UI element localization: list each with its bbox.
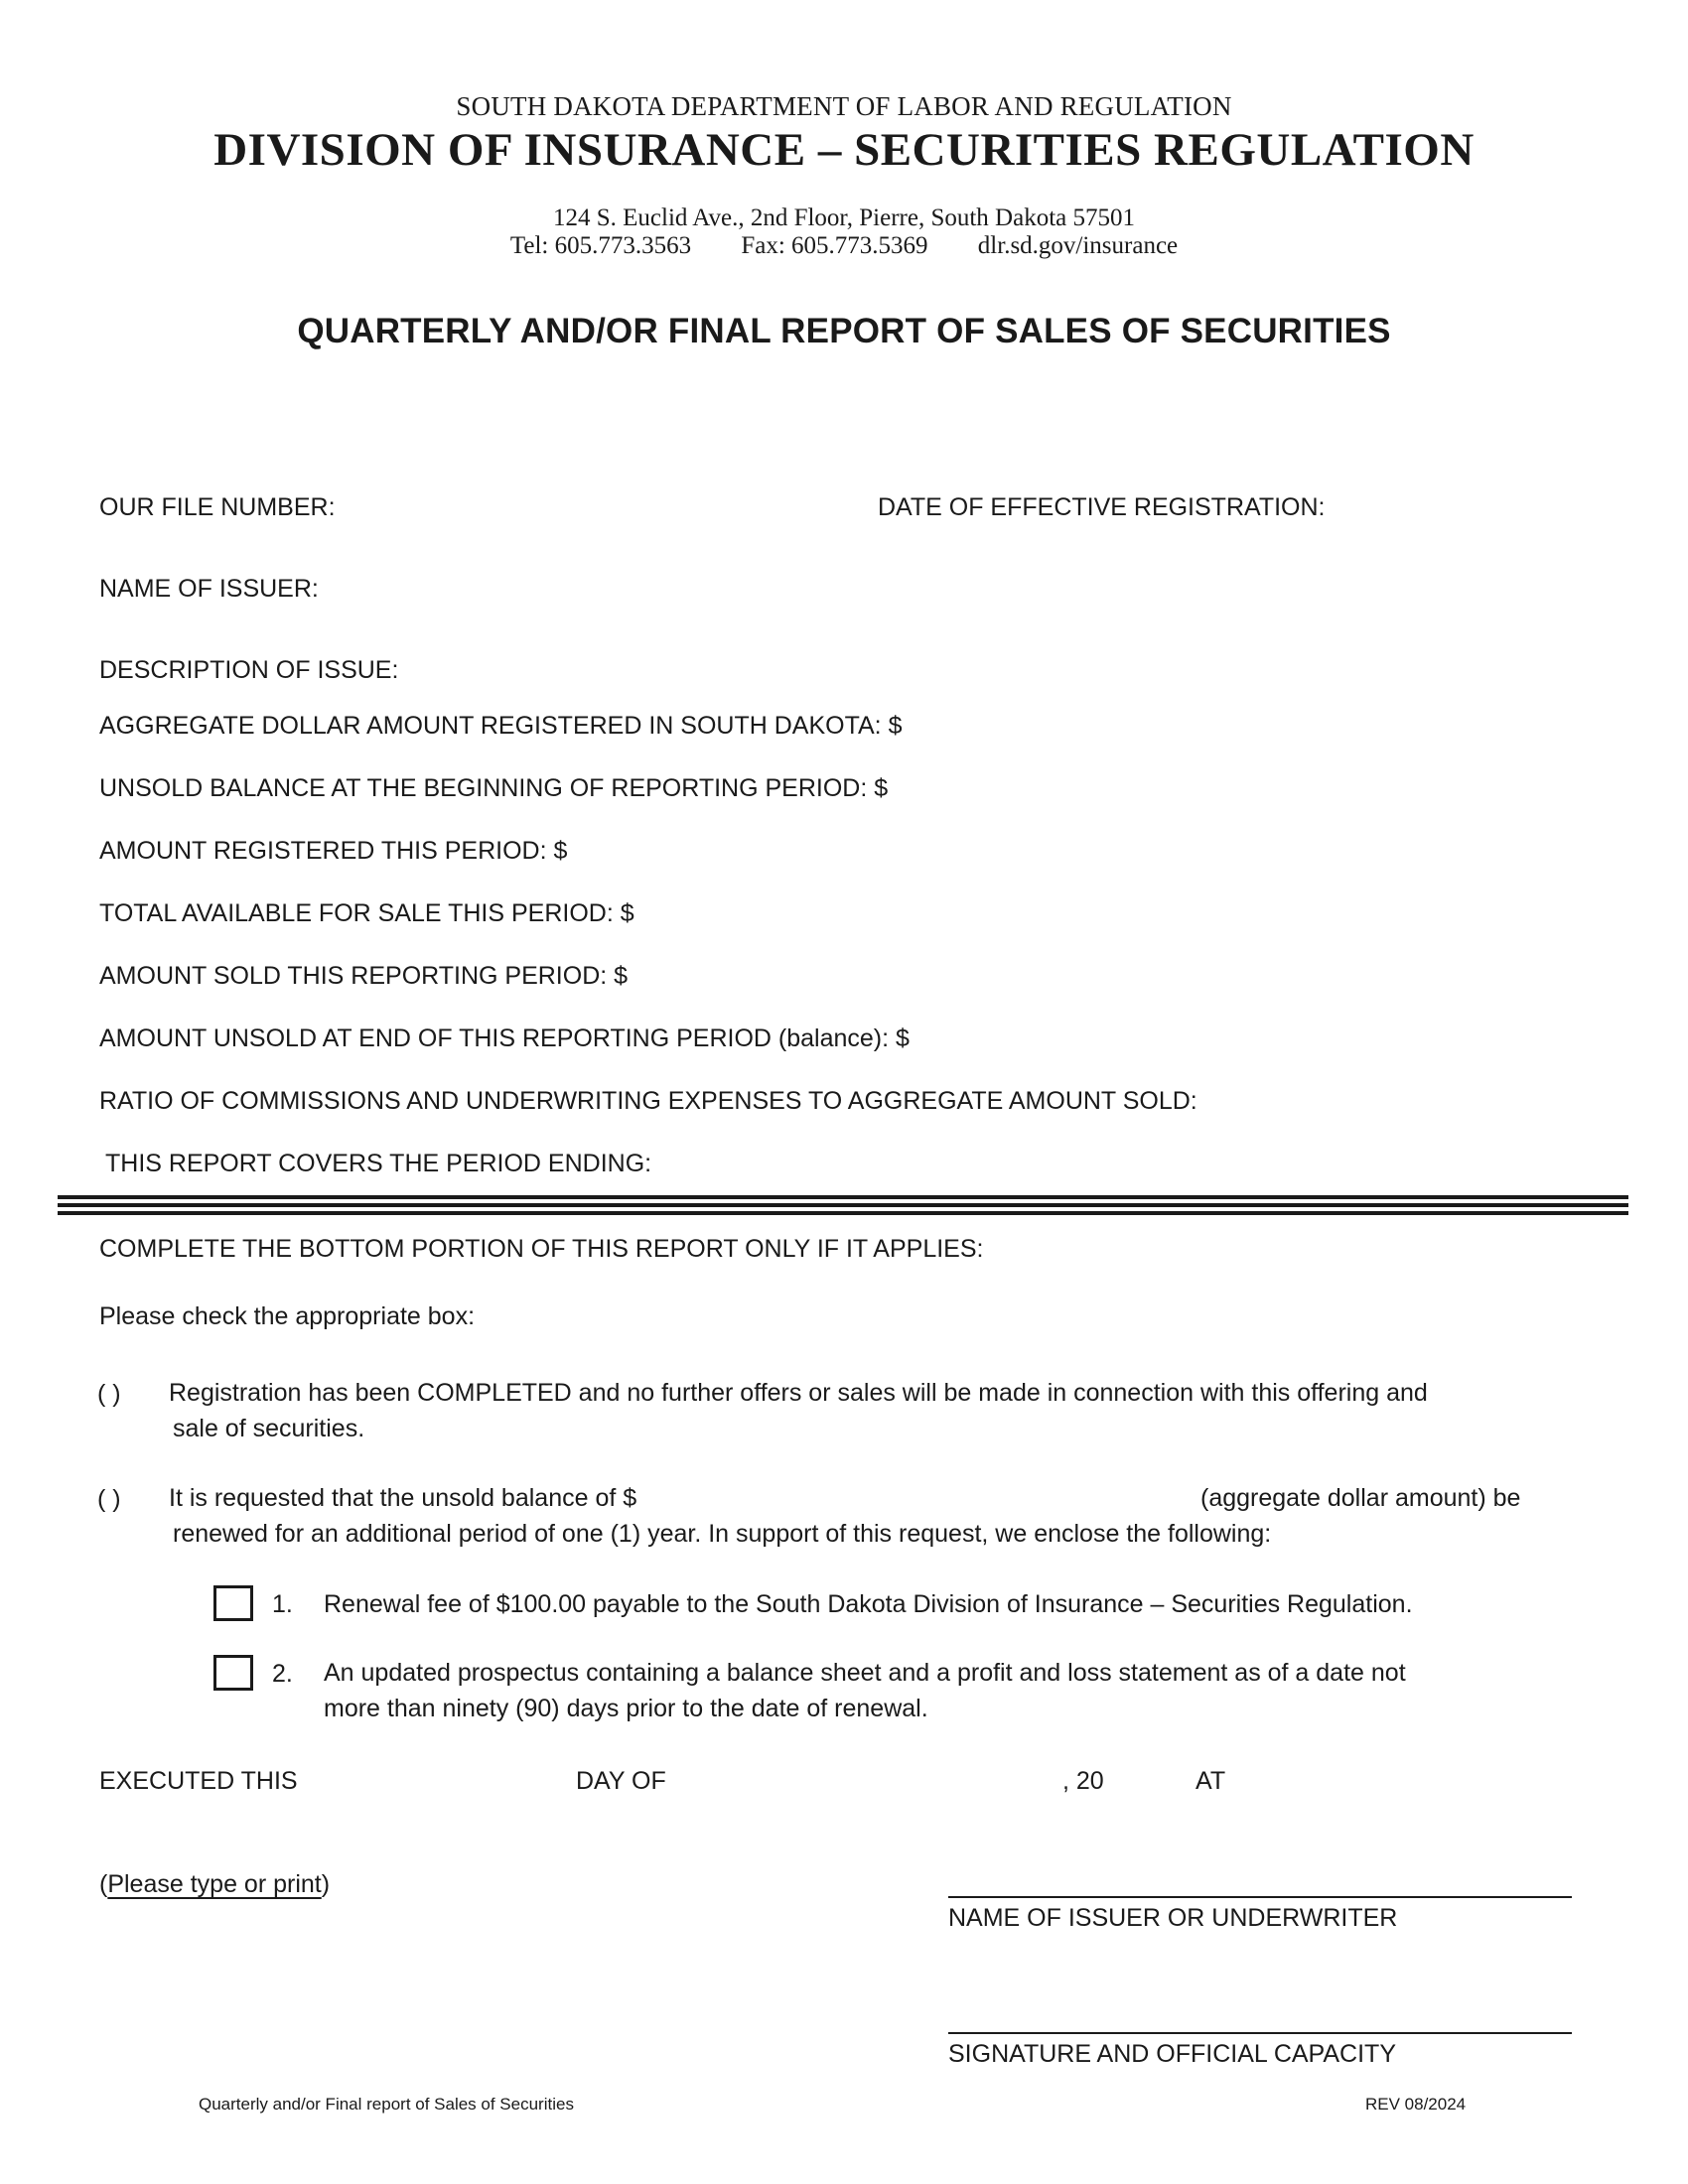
enclosure-fee-text: Renewal fee of $100.00 payable to the South Dakota Division of Insurance – Securities Regulation.	[324, 1590, 1413, 1618]
amount-registered-label: AMOUNT REGISTERED THIS PERIOD: $	[99, 837, 568, 865]
divider-line	[58, 1211, 1628, 1215]
effective-date-label: DATE OF EFFECTIVE REGISTRATION:	[878, 493, 1326, 521]
aggregate-amount-label: AGGREGATE DOLLAR AMOUNT REGISTERED IN SOUTH DAKOTA: $	[99, 712, 903, 740]
total-available-label: TOTAL AVAILABLE FOR SALE THIS PERIOD: $	[99, 899, 634, 927]
footer-revision: REV 08/2024	[1365, 2095, 1467, 2114]
footer-form-name: Quarterly and/or Final report of Sales of Securities	[199, 2095, 574, 2114]
option-renewal-checkbox[interactable]: ( )	[97, 1485, 121, 1513]
divider-line	[58, 1203, 1628, 1207]
official-signature-label: SIGNATURE AND OFFICIAL CAPACITY	[948, 2040, 1396, 2068]
option-completed-line2: sale of securities.	[173, 1415, 365, 1442]
at-label: AT	[1196, 1767, 1226, 1795]
phone-number: Tel: 605.773.3563	[509, 232, 692, 259]
paren-close: )	[321, 1870, 331, 1898]
issuer-signature-line[interactable]	[948, 1896, 1572, 1898]
divider-line	[58, 1195, 1628, 1199]
unsold-beginning-label: UNSOLD BALANCE AT THE BEGINNING OF REPORTING PERIOD: $	[99, 774, 889, 802]
commission-ratio-label: RATIO OF COMMISSIONS AND UNDERWRITING EXPENSES TO AGGREGATE AMOUNT SOLD:	[99, 1087, 1197, 1115]
amount-sold-label: AMOUNT SOLD THIS REPORTING PERIOD: $	[99, 962, 629, 990]
enclosure-prospectus-checkbox[interactable]	[213, 1655, 253, 1691]
option-renewal-line1b: (aggregate dollar amount) be	[1200, 1484, 1521, 1512]
address-line: 124 S. Euclid Ave., 2nd Floor, Pierre, South Dakota 57501	[553, 205, 1135, 231]
day-of-label: DAY OF	[576, 1767, 666, 1795]
enclosure-prospectus-line1: An updated prospectus containing a balance sheet and a profit and loss statement as of a date not	[324, 1659, 1406, 1687]
page-title: QUARTERLY AND/OR FINAL REPORT OF SALES OF SECURITIES	[297, 312, 1391, 350]
issuer-name-label: NAME OF ISSUER:	[99, 575, 319, 603]
file-number-label: OUR FILE NUMBER:	[99, 493, 336, 521]
type-or-print-note	[99, 1870, 330, 1899]
agency-name: SOUTH DAKOTA DEPARTMENT OF LABOR AND REGULATION	[456, 91, 1232, 121]
issuer-signature-label: NAME OF ISSUER OR UNDERWRITER	[948, 1904, 1398, 1932]
contact-line	[0, 232, 1688, 260]
period-ending-label: THIS REPORT COVERS THE PERIOD ENDING:	[105, 1150, 652, 1177]
website-link[interactable]: dlr.sd.gov/insurance	[977, 232, 1179, 259]
official-signature-line[interactable]	[948, 2032, 1572, 2034]
year-label: , 20	[1062, 1767, 1104, 1795]
option-renewal-line1a: It is requested that the unsold balance of $	[169, 1484, 637, 1512]
option-completed-checkbox[interactable]: ( )	[97, 1380, 121, 1408]
paren-open: (	[99, 1870, 108, 1898]
option-renewal-line2: renewed for an additional period of one (1) year. In support of this request, we enclose the following:	[173, 1520, 1272, 1548]
enclosure-fee-checkbox[interactable]	[213, 1585, 253, 1621]
division-name: DIVISION OF INSURANCE – SECURITIES REGULATION	[213, 124, 1475, 176]
enclosure-prospectus-number: 2.	[272, 1660, 293, 1688]
executed-this-label: EXECUTED THIS	[99, 1767, 298, 1795]
fax-number: Fax: 605.773.5369	[741, 232, 928, 259]
check-prompt: Please check the appropriate box:	[99, 1302, 476, 1330]
option-completed-text	[169, 1375, 1428, 1446]
bottom-instruction: COMPLETE THE BOTTOM PORTION OF THIS REPORT ONLY IF IT APPLIES:	[99, 1235, 984, 1263]
option-completed-line1: Registration has been COMPLETED and no further offers or sales will be made in connection with this offering and	[169, 1379, 1428, 1407]
enclosure-prospectus-line2: more than ninety (90) days prior to the date of renewal.	[324, 1695, 928, 1722]
enclosure-fee-number: 1.	[272, 1590, 293, 1618]
type-or-print-text: Please type or print	[107, 1870, 322, 1898]
issue-description-label: DESCRIPTION OF ISSUE:	[99, 656, 399, 684]
enclosure-prospectus-text	[324, 1655, 1406, 1726]
amount-unsold-end-label: AMOUNT UNSOLD AT END OF THIS REPORTING PERIOD (balance): $	[99, 1024, 910, 1052]
